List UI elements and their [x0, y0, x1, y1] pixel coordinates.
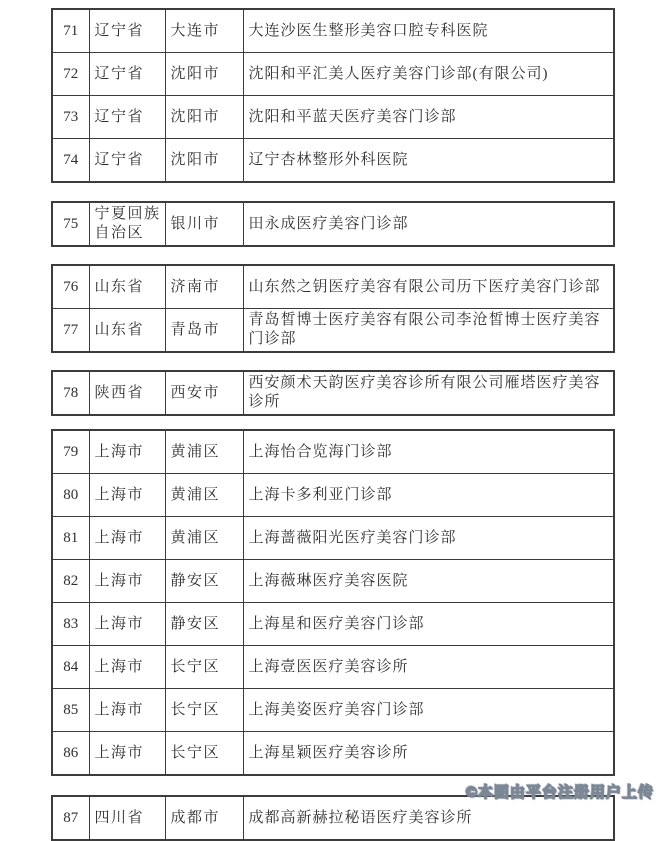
row-number-cell: 83 [52, 603, 89, 646]
table-group [51, 370, 615, 416]
city-cell: 长宁区 [165, 689, 243, 732]
table-row [52, 265, 614, 309]
table-group [51, 264, 615, 353]
institution-name-cell: 西安颜术天韵医疗美容诊所有限公司雁塔医疗美容诊所 [243, 371, 614, 415]
row-number-cell: 77 [52, 309, 89, 353]
row-number-cell: 73 [52, 96, 89, 139]
table-row [52, 689, 614, 732]
city-cell: 沈阳市 [165, 139, 243, 183]
province-cell: 辽宁省 [89, 139, 165, 183]
row-number-cell: 85 [52, 689, 89, 732]
table-row [52, 603, 614, 646]
city-cell: 济南市 [165, 265, 243, 309]
table-row [52, 53, 614, 96]
institution-name-cell: 田永成医疗美容门诊部 [243, 202, 614, 246]
table-row [52, 371, 614, 415]
province-cell: 陕西省 [89, 371, 165, 415]
province-cell: 山东省 [89, 265, 165, 309]
row-number-cell: 86 [52, 732, 89, 776]
province-cell: 上海市 [89, 646, 165, 689]
institution-name-cell: 上海星颖医疗美容诊所 [243, 732, 614, 776]
watermark: ©本图由平台注册用户上传 [465, 784, 654, 801]
institution-name-cell: 上海壹医医疗美容诊所 [243, 646, 614, 689]
table-row [52, 560, 614, 603]
province-cell: 上海市 [89, 689, 165, 732]
province-cell: 辽宁省 [89, 53, 165, 96]
row-number-cell: 80 [52, 474, 89, 517]
city-cell: 长宁区 [165, 732, 243, 776]
row-number-cell: 76 [52, 265, 89, 309]
city-cell: 黄浦区 [165, 474, 243, 517]
table-group [51, 201, 615, 247]
document-page [51, 8, 613, 841]
table-row [52, 309, 614, 353]
city-cell: 西安市 [165, 371, 243, 415]
institution-name-cell: 青岛皙博士医疗美容有限公司李沧皙博士医疗美容门诊部 [243, 309, 614, 353]
table-group [51, 429, 615, 776]
table-row [52, 517, 614, 560]
institution-name-cell: 上海美姿医疗美容门诊部 [243, 689, 614, 732]
province-cell: 辽宁省 [89, 96, 165, 139]
row-number-cell: 81 [52, 517, 89, 560]
row-number-cell: 82 [52, 560, 89, 603]
table-row [52, 430, 614, 474]
province-cell: 上海市 [89, 560, 165, 603]
table-row [52, 96, 614, 139]
city-cell: 青岛市 [165, 309, 243, 353]
institution-name-cell: 辽宁杏林整形外科医院 [243, 139, 614, 183]
institution-name-cell: 山东然之钥医疗美容有限公司历下医疗美容门诊部 [243, 265, 614, 309]
city-cell: 沈阳市 [165, 96, 243, 139]
table-row [52, 732, 614, 776]
table-row [52, 9, 614, 53]
institution-name-cell: 成都高新赫拉秘语医疗美容诊所 [243, 796, 614, 840]
table-groups [51, 8, 613, 841]
row-number-cell: 78 [52, 371, 89, 415]
row-number-cell: 72 [52, 53, 89, 96]
province-cell: 上海市 [89, 474, 165, 517]
row-number-cell: 71 [52, 9, 89, 53]
province-cell: 上海市 [89, 732, 165, 776]
row-number-cell: 84 [52, 646, 89, 689]
province-cell: 山东省 [89, 309, 165, 353]
city-cell: 静安区 [165, 560, 243, 603]
province-cell: 上海市 [89, 517, 165, 560]
province-cell: 辽宁省 [89, 9, 165, 53]
city-cell: 沈阳市 [165, 53, 243, 96]
institution-name-cell: 沈阳和平蓝天医疗美容门诊部 [243, 96, 614, 139]
city-cell: 黄浦区 [165, 430, 243, 474]
institution-name-cell: 大连沙医生整形美容口腔专科医院 [243, 9, 614, 53]
row-number-cell: 74 [52, 139, 89, 183]
institution-name-cell: 上海星和医疗美容门诊部 [243, 603, 614, 646]
city-cell: 静安区 [165, 603, 243, 646]
row-number-cell: 87 [52, 796, 89, 840]
city-cell: 银川市 [165, 202, 243, 246]
city-cell: 成都市 [165, 796, 243, 840]
institution-name-cell: 上海怡合览海门诊部 [243, 430, 614, 474]
province-cell: 宁夏回族自治区 [89, 202, 165, 246]
table-row [52, 474, 614, 517]
table-row [52, 139, 614, 183]
city-cell: 长宁区 [165, 646, 243, 689]
institution-name-cell: 沈阳和平汇美人医疗美容门诊部(有限公司) [243, 53, 614, 96]
city-cell: 大连市 [165, 9, 243, 53]
province-cell: 四川省 [89, 796, 165, 840]
province-cell: 上海市 [89, 603, 165, 646]
city-cell: 黄浦区 [165, 517, 243, 560]
province-cell: 上海市 [89, 430, 165, 474]
row-number-cell: 75 [52, 202, 89, 246]
institution-name-cell: 上海蔷薇阳光医疗美容门诊部 [243, 517, 614, 560]
table-row [52, 202, 614, 246]
row-number-cell: 79 [52, 430, 89, 474]
institution-name-cell: 上海卡多利亚门诊部 [243, 474, 614, 517]
table-row [52, 646, 614, 689]
institution-name-cell: 上海薇琳医疗美容医院 [243, 560, 614, 603]
table-group [51, 8, 615, 183]
